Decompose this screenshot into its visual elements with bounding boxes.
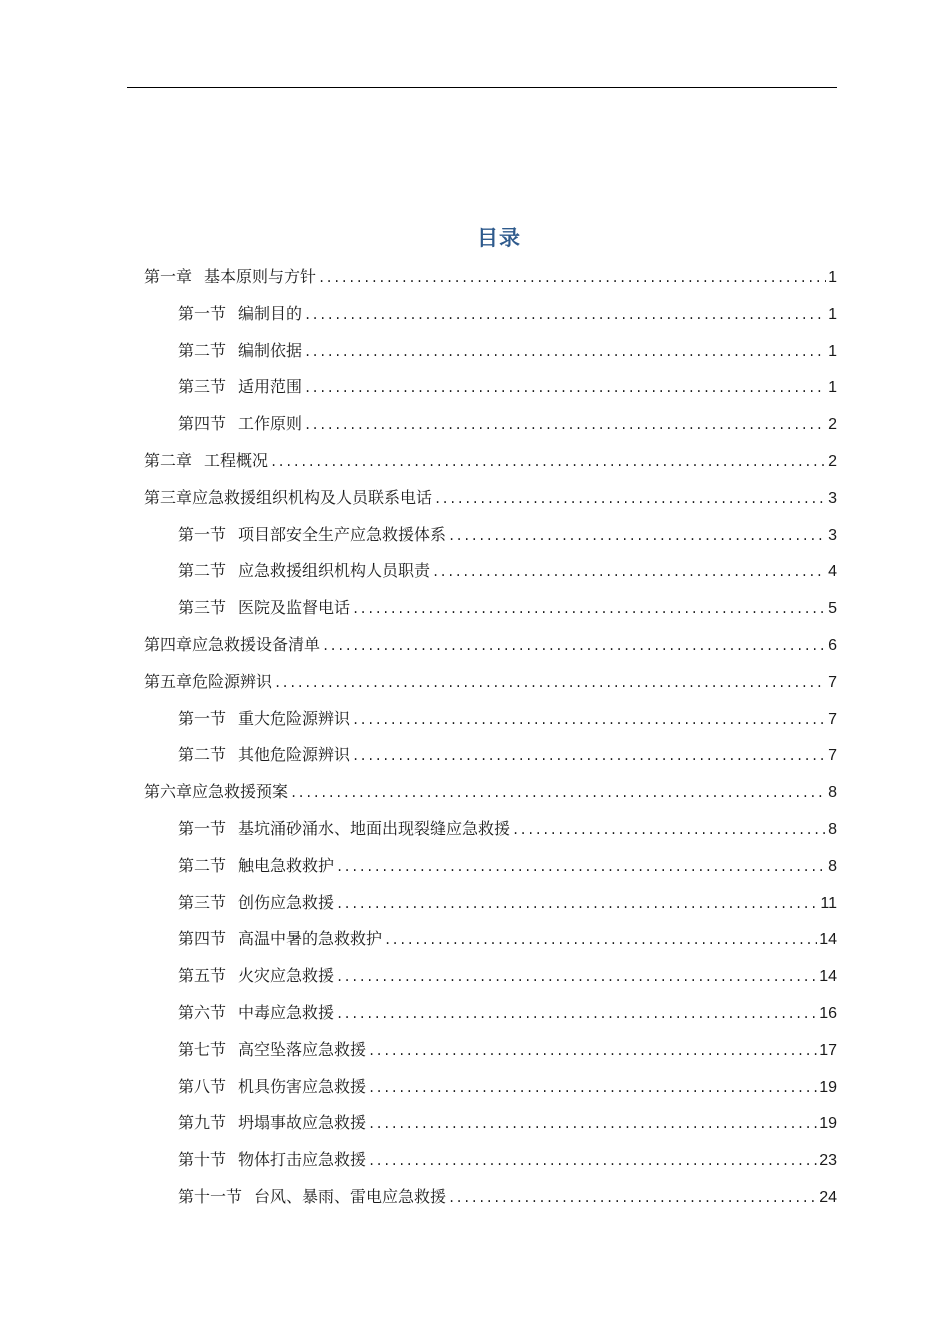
toc-entry-page: 23 bbox=[819, 1152, 837, 1170]
dot-leader bbox=[304, 410, 826, 440]
dot-leader bbox=[274, 668, 826, 698]
toc-entry-title: 编制目的 bbox=[238, 303, 303, 323]
toc-entry-title: 适用范围 bbox=[238, 377, 303, 397]
toc-entry-number: 第二章 bbox=[144, 450, 193, 470]
toc-entry[interactable] bbox=[144, 630, 837, 667]
toc-entry[interactable] bbox=[144, 888, 837, 925]
toc-entry-title: 工程概况 bbox=[204, 450, 269, 470]
toc-entry-page: 7 bbox=[828, 747, 837, 765]
toc-entry-number: 第五节 bbox=[178, 966, 227, 986]
toc-entry[interactable] bbox=[144, 262, 837, 299]
toc-entry-title: 坍塌事故应急救援 bbox=[238, 1113, 367, 1133]
header-rule bbox=[127, 87, 837, 88]
toc-entry[interactable] bbox=[144, 1182, 837, 1219]
toc-entry[interactable] bbox=[144, 851, 837, 888]
toc-entry-title: 中毒应急救援 bbox=[238, 1002, 335, 1022]
toc-entry-number: 第一节 bbox=[178, 303, 227, 323]
toc-entry[interactable] bbox=[144, 1108, 837, 1145]
toc-entry-number: 第十节 bbox=[178, 1150, 227, 1170]
toc-entry-title: 第六章应急救援预案 bbox=[144, 782, 289, 802]
toc-entry-title: 项目部安全生产应急救援体系 bbox=[238, 524, 447, 544]
toc-entry-title: 第五章危险源辨识 bbox=[144, 671, 273, 691]
dot-leader bbox=[322, 631, 826, 661]
dot-leader bbox=[512, 815, 826, 845]
dot-leader bbox=[336, 999, 817, 1029]
toc-entry-title: 基坑涌砂涌水、地面出现裂缝应急救援 bbox=[238, 818, 511, 838]
toc-entry-number: 第二节 bbox=[178, 855, 227, 875]
toc-entry[interactable] bbox=[144, 924, 837, 961]
toc-entry-number: 第一章 bbox=[144, 267, 193, 286]
toc-entry-page: 24 bbox=[819, 1188, 837, 1206]
toc-entry-number: 第三节 bbox=[178, 598, 227, 618]
toc-entry-page: 3 bbox=[828, 526, 837, 544]
toc-entry-number: 第一节 bbox=[178, 708, 227, 728]
toc-entry-number: 第六节 bbox=[178, 1002, 227, 1022]
toc-entry-title: 触电急救救护 bbox=[238, 855, 335, 875]
toc-entry[interactable] bbox=[144, 299, 837, 336]
toc-entry-number: 第九节 bbox=[178, 1113, 227, 1133]
toc-entry-title: 火灾应急救援 bbox=[238, 966, 335, 986]
dot-leader bbox=[336, 962, 817, 992]
toc-entry[interactable] bbox=[144, 556, 837, 593]
toc-entry-number: 第四节 bbox=[178, 414, 227, 434]
dot-leader bbox=[368, 1109, 817, 1139]
toc-entry-title: 基本原则与方针 bbox=[204, 267, 317, 286]
toc-entry-page: 7 bbox=[828, 673, 837, 691]
toc-entry-page: 1 bbox=[828, 269, 837, 286]
toc-entry[interactable] bbox=[144, 409, 837, 446]
toc-entry-title: 高空坠落应急救援 bbox=[238, 1039, 367, 1059]
toc-entry-number: 第二节 bbox=[178, 745, 227, 765]
toc-entry-number: 第四节 bbox=[178, 929, 227, 949]
dot-leader bbox=[304, 300, 826, 330]
toc-entry[interactable] bbox=[144, 336, 837, 373]
toc-entry-page: 1 bbox=[828, 305, 837, 323]
dot-leader bbox=[352, 705, 826, 735]
toc-entry[interactable] bbox=[144, 740, 837, 777]
toc-entry-page: 2 bbox=[828, 452, 837, 470]
toc-entry[interactable] bbox=[144, 446, 837, 483]
toc-entry-page: 1 bbox=[828, 379, 837, 397]
toc-entry[interactable] bbox=[144, 1035, 837, 1072]
toc-entry-number: 第三节 bbox=[178, 892, 227, 912]
toc-entry-number: 第十一节 bbox=[178, 1186, 243, 1206]
dot-leader bbox=[368, 1146, 817, 1176]
toc-entry-page: 4 bbox=[828, 563, 837, 581]
dot-leader bbox=[304, 337, 826, 367]
toc-entry[interactable] bbox=[144, 777, 837, 814]
toc-entry[interactable] bbox=[144, 593, 837, 630]
toc-entry-title: 创伤应急救援 bbox=[238, 892, 335, 912]
dot-leader bbox=[290, 778, 826, 808]
toc-entry-title: 物体打击应急救援 bbox=[238, 1150, 367, 1170]
toc-entry-title: 第四章应急救援设备清单 bbox=[144, 634, 321, 654]
toc-entry-title: 其他危险源辨识 bbox=[238, 745, 351, 765]
toc-entry-page: 14 bbox=[819, 968, 837, 986]
dot-leader bbox=[352, 594, 826, 624]
dot-leader bbox=[432, 557, 826, 587]
toc-entry-number: 第三节 bbox=[178, 377, 227, 397]
toc-entry[interactable] bbox=[144, 998, 837, 1035]
dot-leader bbox=[448, 1183, 817, 1213]
dot-leader bbox=[384, 925, 817, 955]
toc-entry-title: 台风、暴雨、雷电应急救援 bbox=[254, 1186, 447, 1206]
toc-entry-page: 6 bbox=[828, 636, 837, 654]
dot-leader bbox=[368, 1073, 817, 1103]
toc-entry-title: 机具伤害应急救援 bbox=[238, 1076, 367, 1096]
toc-entry-number: 第一节 bbox=[178, 818, 227, 838]
toc-entry[interactable] bbox=[144, 667, 837, 704]
toc-entry-page: 8 bbox=[828, 784, 837, 802]
toc-entry-page: 8 bbox=[828, 857, 837, 875]
toc-entry-number: 第二节 bbox=[178, 561, 227, 581]
toc-entry-page: 8 bbox=[828, 820, 837, 838]
toc-entry-number: 第八节 bbox=[178, 1076, 227, 1096]
toc-entry-title: 第三章应急救援组织机构及人员联系电话 bbox=[144, 487, 433, 507]
dot-leader bbox=[336, 889, 818, 919]
dot-leader bbox=[434, 484, 826, 514]
dot-leader bbox=[304, 373, 826, 403]
toc-entry[interactable] bbox=[144, 483, 837, 520]
toc-entry-title: 重大危险源辨识 bbox=[238, 708, 351, 728]
toc-entry-title: 医院及监督电话 bbox=[238, 598, 351, 618]
toc-entry-page: 2 bbox=[828, 416, 837, 434]
toc-entry-page: 17 bbox=[819, 1041, 837, 1059]
toc-entry-page: 7 bbox=[828, 710, 837, 728]
toc-entry-page: 16 bbox=[819, 1004, 837, 1022]
toc-entry[interactable] bbox=[144, 372, 837, 409]
toc-entry-title: 应急救援组织机构人员职责 bbox=[238, 561, 431, 581]
dot-leader bbox=[352, 741, 826, 771]
dot-leader bbox=[270, 447, 826, 477]
toc-entry-page: 19 bbox=[819, 1078, 837, 1096]
toc-entry[interactable] bbox=[144, 814, 837, 851]
toc-entry-number: 第一节 bbox=[178, 524, 227, 544]
toc-entry[interactable] bbox=[144, 704, 837, 741]
dot-leader bbox=[368, 1036, 817, 1066]
dot-leader bbox=[448, 521, 826, 551]
toc-entry-page: 5 bbox=[828, 600, 837, 618]
toc-entry-title: 编制依据 bbox=[238, 340, 303, 360]
toc-entry-title: 高温中暑的急救救护 bbox=[238, 929, 383, 949]
toc-entry-title: 工作原则 bbox=[238, 414, 303, 434]
toc-entry-number: 第二节 bbox=[178, 340, 227, 360]
toc-entry-number: 第七节 bbox=[178, 1039, 227, 1059]
toc-entry[interactable] bbox=[144, 1145, 837, 1182]
toc-entry[interactable] bbox=[144, 961, 837, 998]
toc-entry-page: 14 bbox=[819, 931, 837, 949]
toc-entry-page: 19 bbox=[819, 1115, 837, 1133]
table-of-contents bbox=[144, 262, 837, 1219]
toc-entry-page: 3 bbox=[828, 489, 837, 507]
toc-entry-page: 1 bbox=[828, 342, 837, 360]
dot-leader bbox=[336, 852, 826, 882]
dot-leader bbox=[318, 263, 826, 293]
toc-entry-page: 11 bbox=[820, 894, 837, 912]
toc-title: 目录 bbox=[477, 226, 521, 250]
toc-entry[interactable] bbox=[144, 520, 837, 557]
toc-entry[interactable] bbox=[144, 1072, 837, 1109]
